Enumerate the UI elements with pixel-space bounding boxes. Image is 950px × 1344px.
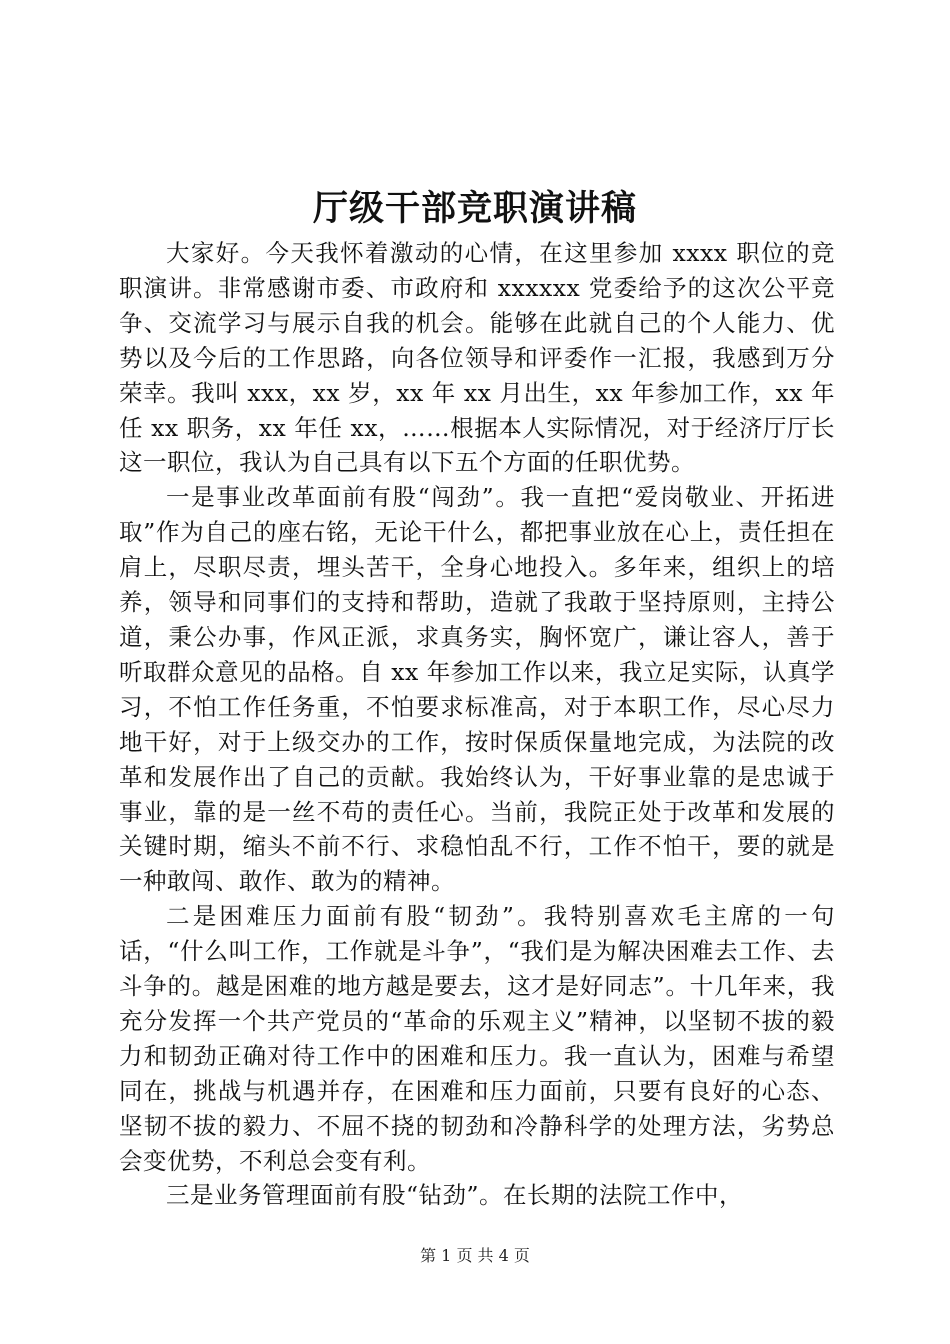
paragraph-point-three: 三是业务管理面前有股“钻劲”。在长期的法院工作中， [166,1181,744,1210]
document-body [119,236,835,1213]
page-number-footer: 第 1 页 共 4 页 [420,1246,530,1265]
paragraph-point-one: 一是事业改革面前有股“闯劲”。我一直把“爱岗敬业、开拓进取”作为自己的座右铭，无论干什么，都把事业放在心上，责任担在肩上，尽职尽责，埋头苦干，全身心地投入。多年来，组织上的培养，领导和同事们的支持和帮助，造就了我敢于坚持原则，主持公道，秉公办事，作风正派，求真务实，胸怀宽广，谦让容人，善于听取群众意见的品格。自 xx 年参加工作以来，我立足实际，认真学习，不怕工作任务重，不怕要求标准高，对于本职工作，尽心尽力地干好，对于上级交办的工作，按时保质保量地完成，为法院的改革和发展作出了自己的贡献。我始终认为，干好事业靠的是忠诚于事业，靠的是一丝不苟的责任心。当前，我院正处于改革和发展的关键时期，缩头不前不行、求稳怕乱不行，工作不怕干，要的就是一种敢闯、敢作、敢为的精神。 [119,483,835,896]
document-title: 厅级干部竞职演讲稿 [312,188,637,229]
paragraph-intro: 大家好。今天我怀着激动的心情，在这里参加 xxxx 职位的竞职演讲。非常感谢市委、市政府和 xxxxxx 党委给予的这次公平竞争、交流学习与展示自我的机会。能够在此就自己的个人能力、优势以及今后的工作思路，向各位领导和评委作一汇报，我感到万分荣幸。我叫 xxx，xx 岁，xx 年 xx 月出生，xx 年参加工作，xx 年任 xx 职务，xx 年任 xx，……根据本人实际情况，对于经济厅厅长这一职位，我认为自己具有以下五个方面的任职优势。 [119,239,835,477]
paragraph-point-two: 二是困难压力面前有股“韧劲”。我特别喜欢毛主席的一句话，“什么叫工作，工作就是斗争”，“我们是为解决困难去工作、去斗争的。越是困难的地方越是要去，这才是好同志”。十几年来，我充分发挥一个共产党员的“革命的乐观主义”精神，以坚韧不拔的毅力和韧劲正确对待工作中的困难和压力。我一直认为，困难与希望同在，挑战与机遇并存，在困难和压力面前，只要有良好的心态、坚韧不拔的毅力、不屈不挠的韧劲和冷静科学的处理方法，劣势总会变优势，不利总会变有利。 [119,902,835,1175]
